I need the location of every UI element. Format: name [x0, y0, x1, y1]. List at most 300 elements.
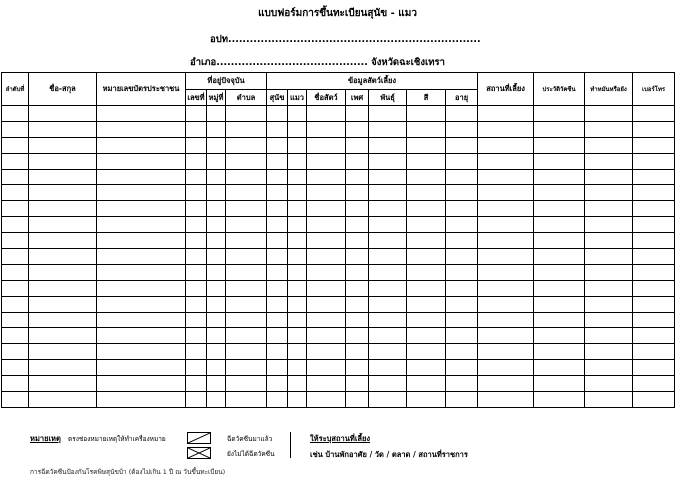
table-cell — [369, 360, 407, 376]
table-cell — [186, 376, 207, 392]
table-cell — [346, 312, 369, 328]
table-cell — [207, 280, 226, 296]
table-cell — [207, 233, 226, 249]
table-cell — [478, 217, 534, 233]
table-cell — [534, 137, 585, 153]
table-cell — [446, 328, 478, 344]
table-cell — [534, 344, 585, 360]
table-cell — [478, 344, 534, 360]
table-cell — [407, 344, 446, 360]
table-row — [2, 169, 675, 185]
table-cell — [267, 249, 288, 265]
table-cell — [29, 233, 97, 249]
table-cell — [97, 153, 186, 169]
table-cell — [446, 296, 478, 312]
table-cell — [267, 312, 288, 328]
table-cell — [534, 312, 585, 328]
table-cell — [97, 328, 186, 344]
table-cell — [97, 264, 186, 280]
table-cell — [97, 137, 186, 153]
table-row — [2, 217, 675, 233]
table-cell — [407, 106, 446, 122]
table-cell — [478, 233, 534, 249]
table-cell — [369, 121, 407, 137]
table-cell — [446, 264, 478, 280]
table-cell — [633, 376, 675, 392]
table-cell — [346, 233, 369, 249]
table-row — [2, 185, 675, 201]
table-cell — [633, 233, 675, 249]
table-row — [2, 264, 675, 280]
table-cell — [226, 312, 267, 328]
table-cell — [534, 249, 585, 265]
table-cell — [478, 169, 534, 185]
table-cell — [97, 360, 186, 376]
table-cell — [97, 217, 186, 233]
table-cell — [633, 296, 675, 312]
table-cell — [633, 121, 675, 137]
table-cell — [2, 376, 29, 392]
table-cell — [369, 296, 407, 312]
table-cell — [288, 121, 307, 137]
table-cell — [2, 360, 29, 376]
table-cell — [267, 233, 288, 249]
table-cell — [446, 360, 478, 376]
table-cell — [2, 249, 29, 265]
legend-not-vaccinated: ยังไม่ได้ฉีดวัคซีน — [227, 450, 275, 458]
table-cell — [633, 328, 675, 344]
table-cell — [288, 185, 307, 201]
table-cell — [478, 185, 534, 201]
table-cell — [534, 328, 585, 344]
table-cell — [267, 169, 288, 185]
col-vaccine-history-header: ประวัติวัคซีน — [534, 73, 585, 106]
table-cell — [307, 376, 346, 392]
table-cell — [226, 264, 267, 280]
table-cell — [534, 217, 585, 233]
table-cell — [446, 217, 478, 233]
table-cell — [478, 264, 534, 280]
col-village-no-header: หมู่ที่ — [207, 90, 226, 106]
table-cell — [585, 296, 633, 312]
table-row — [2, 328, 675, 344]
table-cell — [369, 185, 407, 201]
table-cell — [307, 121, 346, 137]
table-cell — [186, 249, 207, 265]
table-cell — [534, 233, 585, 249]
table-cell — [585, 153, 633, 169]
table-cell — [288, 201, 307, 217]
table-cell — [633, 217, 675, 233]
table-row — [2, 280, 675, 296]
table-cell — [407, 185, 446, 201]
table-cell — [446, 312, 478, 328]
table-cell — [2, 185, 29, 201]
table-cell — [446, 153, 478, 169]
table-cell — [585, 280, 633, 296]
table-cell — [267, 360, 288, 376]
table-cell — [369, 344, 407, 360]
table-cell — [2, 137, 29, 153]
table-cell — [407, 201, 446, 217]
table-row — [2, 249, 675, 265]
table-cell — [186, 344, 207, 360]
table-cell — [307, 201, 346, 217]
local-admin-line: อปท...................................................................... — [210, 34, 481, 45]
table-cell — [2, 153, 29, 169]
table-cell — [226, 121, 267, 137]
table-cell — [186, 296, 207, 312]
table-cell — [446, 185, 478, 201]
table-cell — [478, 296, 534, 312]
table-cell — [407, 392, 446, 408]
table-cell — [346, 280, 369, 296]
table-cell — [478, 137, 534, 153]
table-cell — [207, 217, 226, 233]
table-cell — [97, 280, 186, 296]
table-cell — [186, 185, 207, 201]
table-cell — [186, 201, 207, 217]
col-sterilized-header: ทำหมันหรือยัง — [585, 73, 633, 106]
table-cell — [307, 392, 346, 408]
table-cell — [29, 249, 97, 265]
table-cell — [2, 201, 29, 217]
table-cell — [369, 137, 407, 153]
vaccinated-mark-icon — [187, 432, 211, 444]
table-cell — [267, 137, 288, 153]
table-cell — [446, 249, 478, 265]
table-cell — [186, 121, 207, 137]
table-cell — [633, 280, 675, 296]
table-cell — [478, 121, 534, 137]
place-examples: เช่น บ้านพักอาศัย / วัด / ตลาด / สถานที่ราชการ — [310, 450, 468, 459]
table-cell — [346, 249, 369, 265]
table-cell — [186, 264, 207, 280]
table-cell — [585, 392, 633, 408]
table-cell — [407, 312, 446, 328]
table-cell — [534, 296, 585, 312]
table-cell — [29, 153, 97, 169]
table-cell — [633, 137, 675, 153]
table-cell — [226, 392, 267, 408]
table-cell — [407, 153, 446, 169]
table-cell — [288, 233, 307, 249]
table-cell — [369, 392, 407, 408]
table-cell — [267, 121, 288, 137]
table-cell — [97, 392, 186, 408]
col-house-no-header: เลขที่ — [186, 90, 207, 106]
table-cell — [267, 106, 288, 122]
table-cell — [97, 376, 186, 392]
table-cell — [446, 106, 478, 122]
table-cell — [288, 137, 307, 153]
table-cell — [186, 169, 207, 185]
table-cell — [2, 392, 29, 408]
table-cell — [29, 217, 97, 233]
table-cell — [585, 233, 633, 249]
table-cell — [97, 106, 186, 122]
table-body — [2, 106, 675, 408]
table-cell — [97, 121, 186, 137]
table-cell — [369, 153, 407, 169]
table-cell — [267, 392, 288, 408]
table-cell — [585, 169, 633, 185]
table-cell — [186, 328, 207, 344]
table-row — [2, 296, 675, 312]
table-cell — [407, 217, 446, 233]
table-cell — [534, 264, 585, 280]
table-cell — [226, 153, 267, 169]
table-cell — [369, 233, 407, 249]
table-cell — [446, 344, 478, 360]
table-cell — [288, 376, 307, 392]
table-cell — [307, 296, 346, 312]
table-cell — [207, 137, 226, 153]
table-cell — [585, 121, 633, 137]
table-cell — [207, 376, 226, 392]
table-cell — [346, 392, 369, 408]
table-cell — [226, 376, 267, 392]
table-cell — [633, 344, 675, 360]
table-cell — [186, 280, 207, 296]
table-cell — [29, 328, 97, 344]
table-cell — [534, 153, 585, 169]
table-row — [2, 392, 675, 408]
table-cell — [407, 249, 446, 265]
table-cell — [29, 360, 97, 376]
table-cell — [446, 121, 478, 137]
table-cell — [2, 312, 29, 328]
col-subdistrict-header: ตำบล — [226, 90, 267, 106]
table-cell — [267, 217, 288, 233]
district-province-line: อำเภอ.......................................... จังหวัดฉะเชิงเทรา — [190, 57, 445, 68]
col-pet-name-header: ชื่อสัตว์ — [307, 90, 346, 106]
form-title: แบบฟอร์มการขึ้นทะเบียนสุนัข - แมว — [258, 8, 417, 19]
table-cell — [226, 137, 267, 153]
col-color-header: สี — [407, 90, 446, 106]
table-cell — [29, 121, 97, 137]
table-cell — [186, 360, 207, 376]
table-cell — [478, 153, 534, 169]
table-cell — [585, 185, 633, 201]
table-cell — [186, 137, 207, 153]
table-cell — [207, 296, 226, 312]
table-row — [2, 121, 675, 137]
table-cell — [288, 280, 307, 296]
table-cell — [407, 233, 446, 249]
table-cell — [307, 249, 346, 265]
place-heading: ให้ระบุสถานที่เลี้ยง — [310, 434, 371, 443]
table-cell — [369, 312, 407, 328]
table-cell — [29, 201, 97, 217]
table-cell — [585, 376, 633, 392]
table-cell — [2, 328, 29, 344]
table-cell — [307, 233, 346, 249]
table-cell — [207, 249, 226, 265]
table-cell — [97, 249, 186, 265]
table-cell — [633, 185, 675, 201]
table-cell — [267, 376, 288, 392]
table-cell — [534, 201, 585, 217]
table-cell — [226, 296, 267, 312]
table-cell — [226, 344, 267, 360]
table-cell — [267, 185, 288, 201]
table-cell — [407, 376, 446, 392]
table-cell — [226, 249, 267, 265]
table-cell — [207, 121, 226, 137]
table-cell — [2, 296, 29, 312]
table-cell — [29, 106, 97, 122]
table-cell — [267, 201, 288, 217]
table-cell — [407, 280, 446, 296]
table-cell — [267, 296, 288, 312]
table-cell — [534, 185, 585, 201]
table-cell — [307, 280, 346, 296]
table-cell — [207, 392, 226, 408]
table-row — [2, 344, 675, 360]
table-cell — [2, 280, 29, 296]
table-cell — [534, 280, 585, 296]
table-cell — [307, 153, 346, 169]
col-cat-header: แมว — [288, 90, 307, 106]
table-cell — [29, 296, 97, 312]
col-place-header: สถานที่เลี้ยง — [478, 73, 534, 106]
table-cell — [29, 344, 97, 360]
col-name-header: ชื่อ-สกุล — [29, 73, 97, 106]
registration-table — [1, 72, 675, 408]
col-id-card-header: หมายเลขบัตรประชาชน — [97, 73, 186, 106]
table-cell — [226, 360, 267, 376]
table-cell — [2, 264, 29, 280]
table-cell — [207, 153, 226, 169]
table-cell — [369, 376, 407, 392]
table-cell — [29, 312, 97, 328]
vaccine-footnote: การฉีดวัคซีนป้องกันโรคพิษสุนัขบ้า (ต้องไม่เกิน 1 ปี ณ วันขึ้นทะเบียน) — [30, 468, 226, 476]
table-cell — [534, 106, 585, 122]
table-cell — [207, 312, 226, 328]
table-cell — [97, 312, 186, 328]
table-cell — [307, 106, 346, 122]
table-cell — [288, 360, 307, 376]
table-cell — [407, 296, 446, 312]
table-cell — [346, 328, 369, 344]
table-cell — [585, 264, 633, 280]
table-cell — [346, 217, 369, 233]
table-cell — [369, 169, 407, 185]
table-cell — [226, 185, 267, 201]
table-cell — [97, 233, 186, 249]
table-cell — [369, 106, 407, 122]
table-cell — [585, 217, 633, 233]
table-cell — [478, 360, 534, 376]
table-cell — [226, 217, 267, 233]
table-cell — [478, 376, 534, 392]
table-cell — [346, 185, 369, 201]
notes-section — [30, 432, 670, 478]
table-row — [2, 153, 675, 169]
table-row — [2, 137, 675, 153]
table-cell — [407, 121, 446, 137]
table-cell — [2, 217, 29, 233]
table-cell — [288, 392, 307, 408]
table-cell — [226, 106, 267, 122]
table-cell — [226, 169, 267, 185]
table-cell — [346, 169, 369, 185]
table-cell — [288, 344, 307, 360]
table-cell — [307, 360, 346, 376]
table-cell — [633, 392, 675, 408]
table-cell — [307, 169, 346, 185]
table-cell — [585, 328, 633, 344]
table-cell — [346, 137, 369, 153]
table-cell — [267, 280, 288, 296]
table-cell — [446, 201, 478, 217]
table-cell — [407, 328, 446, 344]
table-row — [2, 360, 675, 376]
table-cell — [288, 264, 307, 280]
table-cell — [478, 280, 534, 296]
table-cell — [207, 169, 226, 185]
table-cell — [29, 376, 97, 392]
table-cell — [346, 106, 369, 122]
table-cell — [307, 137, 346, 153]
table-cell — [29, 280, 97, 296]
table-cell — [585, 312, 633, 328]
table-cell — [2, 106, 29, 122]
table-cell — [346, 376, 369, 392]
table-cell — [288, 296, 307, 312]
table-cell — [288, 217, 307, 233]
table-cell — [267, 328, 288, 344]
table-cell — [97, 169, 186, 185]
table-cell — [633, 106, 675, 122]
table-cell — [267, 153, 288, 169]
table-cell — [207, 360, 226, 376]
col-dog-header: สุนัข — [267, 90, 288, 106]
table-cell — [446, 169, 478, 185]
col-breed-header: พันธุ์ — [369, 90, 407, 106]
col-animal-group-header: ข้อมูลสัตว์เลี้ยง — [267, 73, 478, 90]
table-cell — [585, 201, 633, 217]
table-cell — [226, 201, 267, 217]
table-cell — [633, 264, 675, 280]
table-cell — [207, 201, 226, 217]
table-cell — [446, 376, 478, 392]
table-cell — [446, 137, 478, 153]
table-cell — [186, 106, 207, 122]
table-cell — [478, 328, 534, 344]
table-cell — [633, 360, 675, 376]
table-cell — [534, 392, 585, 408]
table-cell — [478, 201, 534, 217]
table-row — [2, 233, 675, 249]
table-cell — [585, 137, 633, 153]
table-cell — [346, 296, 369, 312]
col-order-header: ลำดับที่ — [2, 73, 29, 106]
table-cell — [2, 233, 29, 249]
table-cell — [478, 312, 534, 328]
legend-vaccinated: ฉีดวัคซีนมาแล้ว — [227, 435, 273, 443]
table-cell — [407, 137, 446, 153]
table-cell — [288, 153, 307, 169]
table-cell — [534, 376, 585, 392]
table-cell — [97, 185, 186, 201]
table-row — [2, 106, 675, 122]
col-address-group-header: ที่อยู่ปัจจุบัน — [186, 73, 267, 90]
table-cell — [478, 392, 534, 408]
table-cell — [186, 217, 207, 233]
table-cell — [633, 153, 675, 169]
